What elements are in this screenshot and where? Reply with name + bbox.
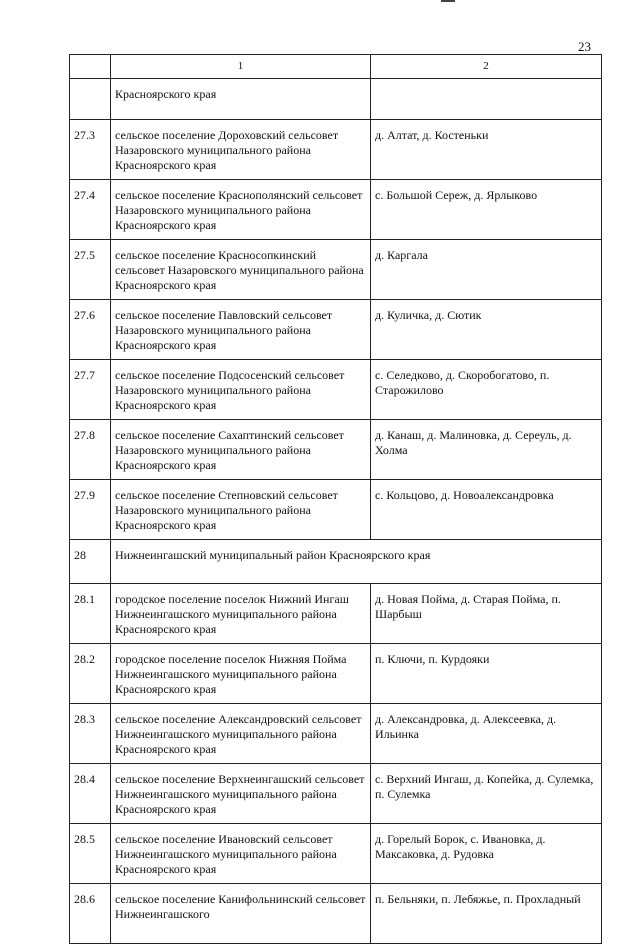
- settlements-list-cell: с. Кольцово, д. Новоалександровка: [371, 480, 602, 540]
- municipality-name-cell: сельское поселение Александровский сельсовет Нижнеингашского муниципального района Красноярского края: [111, 704, 371, 764]
- row-number-cell: 28: [70, 540, 111, 584]
- table-row: [70, 180, 602, 240]
- table-row: [70, 240, 602, 300]
- settlements-list-cell: п. Бельняки, п. Лебяжье, п. Прохладный: [371, 884, 602, 944]
- row-number-cell: 28.5: [70, 824, 111, 884]
- top-scan-mark: [441, 0, 455, 2]
- municipality-name-cell: сельское поселение Ивановский сельсовет Нижнеингашского муниципального района Красноярского края: [111, 824, 371, 884]
- row-number-cell: 28.1: [70, 584, 111, 644]
- table-row: [70, 480, 602, 540]
- table-row: [70, 584, 602, 644]
- table-row: [70, 300, 602, 360]
- row-number-cell: 28.3: [70, 704, 111, 764]
- table-row: [70, 420, 602, 480]
- row-number-cell: 27.3: [70, 120, 111, 180]
- settlements-list-cell: [371, 79, 602, 120]
- settlements-list-cell: с. Верхний Ингаш, д. Копейка, д. Сулемка, п. Сулемка: [371, 764, 602, 824]
- table-row: [70, 79, 602, 120]
- table-body: [70, 55, 602, 944]
- table-row: [70, 360, 602, 420]
- row-number-cell: 28.4: [70, 764, 111, 824]
- table-row: [70, 824, 602, 884]
- municipality-name-cell: Красноярского края: [111, 79, 371, 120]
- municipality-name-cell: сельское поселение Красносопкинский сельсовет Назаровского муниципального района Красноярского края: [111, 240, 371, 300]
- row-number-cell: 27.8: [70, 420, 111, 480]
- settlements-table: [69, 54, 602, 944]
- table-header-row: [70, 55, 602, 79]
- settlements-list-cell: д. Канаш, д. Малиновка, д. Сереуль, д. Холма: [371, 420, 602, 480]
- table-row: [70, 764, 602, 824]
- header-cell-1: 1: [111, 55, 371, 79]
- municipality-name-cell: сельское поселение Степновский сельсовет Назаровского муниципального района Красноярского края: [111, 480, 371, 540]
- settlements-list-cell: п. Ключи, п. Курдояки: [371, 644, 602, 704]
- row-number-cell: 27.7: [70, 360, 111, 420]
- municipality-name-cell: сельское поселение Верхнеингашский сельсовет Нижнеингашского муниципального района Красноярского края: [111, 764, 371, 824]
- municipality-name-cell: сельское поселение Сахаптинский сельсовет Назаровского муниципального района Красноярского края: [111, 420, 371, 480]
- settlements-list-cell: д. Новая Пойма, д. Старая Пойма, п. Шарбыш: [371, 584, 602, 644]
- row-number-cell: 27.4: [70, 180, 111, 240]
- header-cell-2: 2: [371, 55, 602, 79]
- row-number-cell: [70, 79, 111, 120]
- row-number-cell: 27.6: [70, 300, 111, 360]
- table-row: [70, 120, 602, 180]
- settlements-list-cell: с. Большой Сереж, д. Ярлыково: [371, 180, 602, 240]
- row-number-cell: 27.5: [70, 240, 111, 300]
- settlements-list-cell: д. Каргала: [371, 240, 602, 300]
- row-number-cell: 28.6: [70, 884, 111, 944]
- table-row: [70, 644, 602, 704]
- settlements-list-cell: д. Куличка, д. Сютик: [371, 300, 602, 360]
- row-number-cell: 27.9: [70, 480, 111, 540]
- table-row: [70, 540, 602, 584]
- table-row: [70, 884, 602, 944]
- settlements-list-cell: д. Алтат, д. Костеньки: [371, 120, 602, 180]
- municipality-name-cell: сельское поселение Канифольнинский сельсовет Нижнеингашского: [111, 884, 371, 944]
- settlements-list-cell: д. Горелый Борок, с. Ивановка, д. Максаковка, д. Рудовка: [371, 824, 602, 884]
- municipality-name-cell: сельское поселение Павловский сельсовет Назаровского муниципального района Красноярского края: [111, 300, 371, 360]
- municipality-name-cell: городское поселение поселок Нижняя Пойма Нижнеингашского муниципального района Красноярского края: [111, 644, 371, 704]
- municipality-name-cell: сельское поселение Дороховский сельсовет Назаровского муниципального района Красноярского края: [111, 120, 371, 180]
- row-number-cell: 28.2: [70, 644, 111, 704]
- municipality-name-cell: сельское поселение Краснополянский сельсовет Назаровского муниципального района Красноярского края: [111, 180, 371, 240]
- settlements-list-cell: д. Александровка, д. Алексеевка, д. Ильинка: [371, 704, 602, 764]
- municipality-name-cell: сельское поселение Подсосенский сельсовет Назаровского муниципального района Красноярского края: [111, 360, 371, 420]
- table-row: [70, 704, 602, 764]
- settlements-list-cell: с. Селедково, д. Скоробогатово, п. Старожилово: [371, 360, 602, 420]
- page-number: 23: [578, 39, 591, 54]
- municipality-name-cell: городское поселение поселок Нижний Ингаш Нижнеингашского муниципального района Красноярского края: [111, 584, 371, 644]
- municipality-name-cell: Нижнеингашский муниципальный район Красноярского края: [111, 540, 602, 584]
- header-cell-num: [70, 55, 111, 79]
